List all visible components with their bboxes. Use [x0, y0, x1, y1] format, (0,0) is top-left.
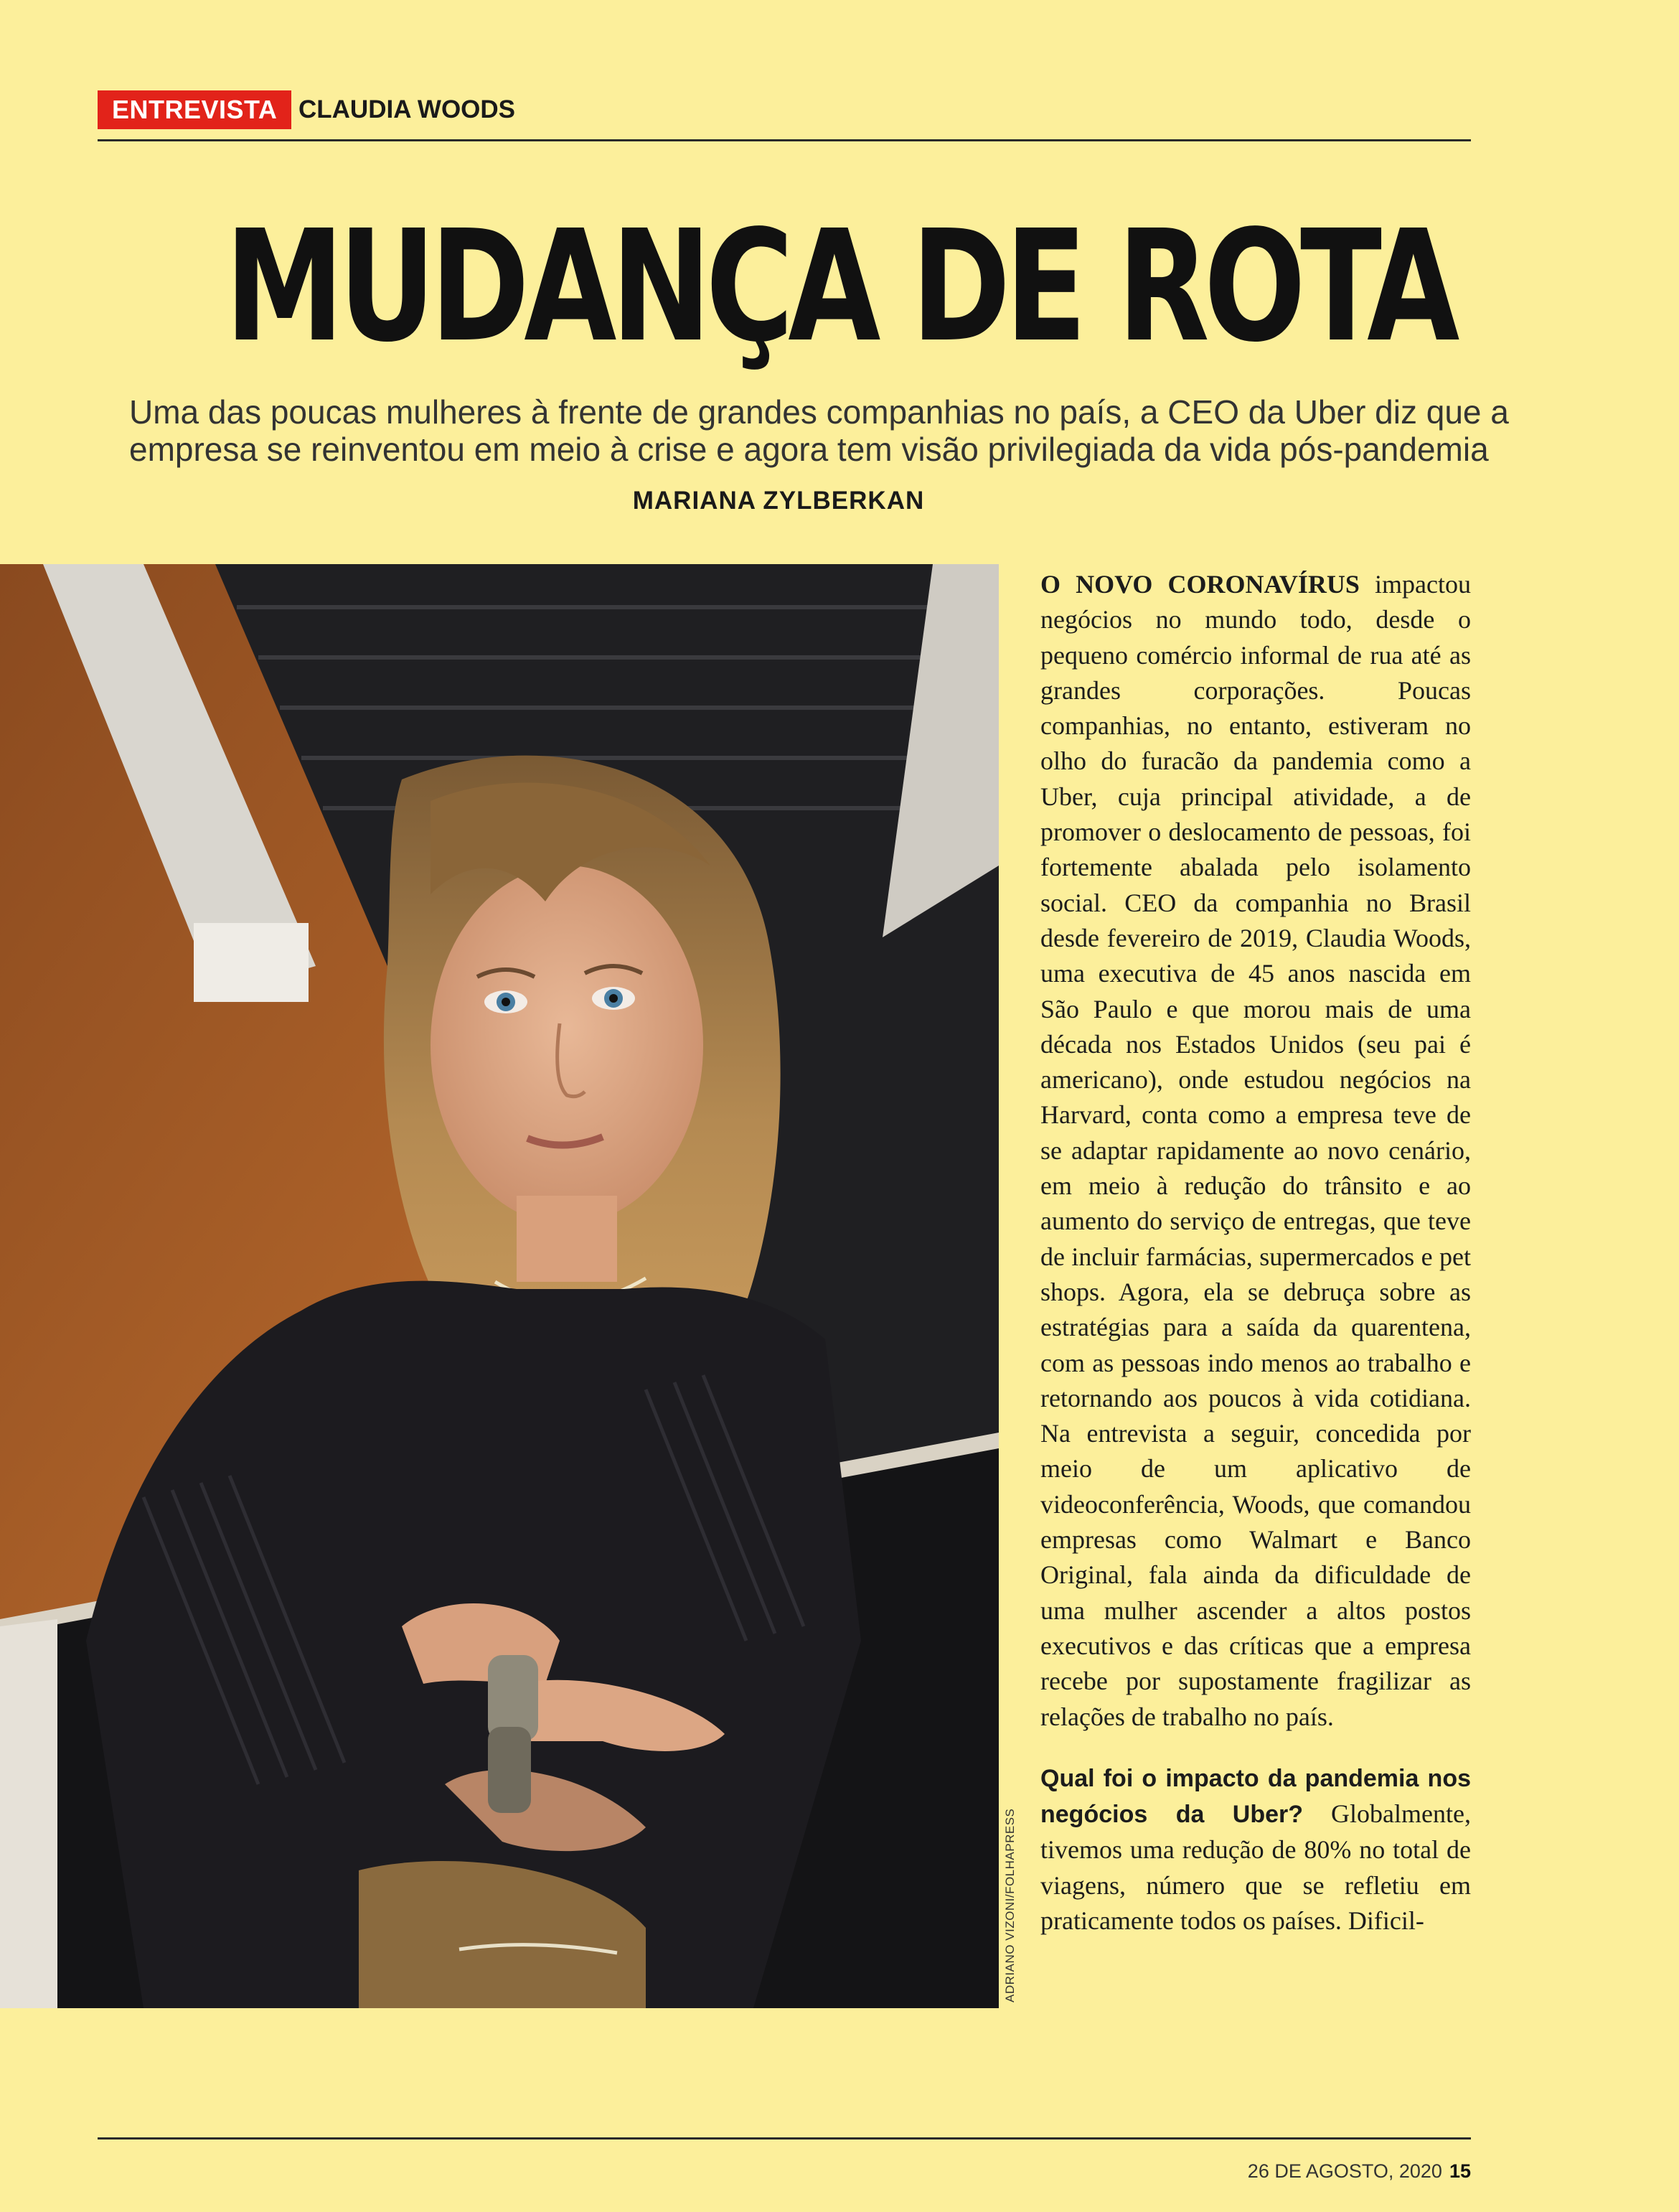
intro-paragraph [1040, 567, 1471, 1735]
section-subject: CLAUDIA WOODS [298, 95, 516, 123]
issue-date: 26 DE AGOSTO, 2020 [1247, 2160, 1442, 2182]
portrait-photo [0, 564, 999, 2008]
qa-paragraph [1040, 1761, 1471, 1939]
dek [129, 393, 1509, 468]
intro-text: impactou negócios no mundo todo, desde o pequeno comércio informal de rua até as grandes corporações. Poucas companhias, no entanto, estiveram no olho do furacão da pandemia como a Uber, cuja principal atividade, a de promover o deslocamento de pessoas, foi fortemente abalada pelo isolamento social. CEO da companhia no Brasil desde fevereiro de 2019, Claudia Woods, uma executiva de 45 anos nascida em São Paulo e que morou mais de uma década nos Estados Unidos (seu pai é americano), onde estudou negócios na Harvard, conta como a empresa teve de se adaptar rapidamente ao novo cenário, em meio à redução do trânsito e ao aumento do serviço de entregas, que teve de incluir farmácias, supermercados e pet shops. Agora, ela se debruça sobre as estratégias para a saída da quarentena, com as pessoas indo menos ao trabalho e retornando aos poucos à vida cotidiana. Na entrevista a seguir, concedida por meio de um aplicativo de videoconferência, Woods, que comandou empresas como Walmart e Banco Original, fala ainda da dificuldade de uma mulher ascender a altos postos executivos e das críticas que a empresa recebe por supostamente fragilizar as relações de trabalho no país. [1040, 570, 1471, 1731]
dek-line-2: empresa se reinventou em meio à crise e agora tem visão privilegiada da vida pós-pandemia [129, 431, 1489, 468]
folio [1248, 2160, 1471, 2183]
headline: MUDANÇA DE ROTA [225, 197, 1454, 376]
top-rule [98, 139, 1471, 141]
dek-line-1: Uma das poucas mulheres à frente de grandes companhias no país, a CEO da Uber diz que a [129, 393, 1509, 431]
section-tag: ENTREVISTA [98, 90, 291, 129]
article-body [1040, 567, 1471, 1939]
answer: Globalmente, tivemos uma redução de 80% no total de viagens, número que se refletiu em praticamente todos os países. Dificil- [1040, 1799, 1471, 1935]
page-number: 15 [1449, 2160, 1471, 2182]
question: Qual foi o impacto da pandemia nos negócios da Uber? [1040, 1764, 1471, 1829]
photo-credit: ADRIANO VIZONI/FOLHAPRESS [1003, 1808, 1017, 2002]
byline: MARIANA ZYLBERKAN [632, 487, 925, 515]
bottom-rule [98, 2137, 1471, 2140]
lead-in: O NOVO CORONAVÍRUS [1040, 570, 1360, 599]
